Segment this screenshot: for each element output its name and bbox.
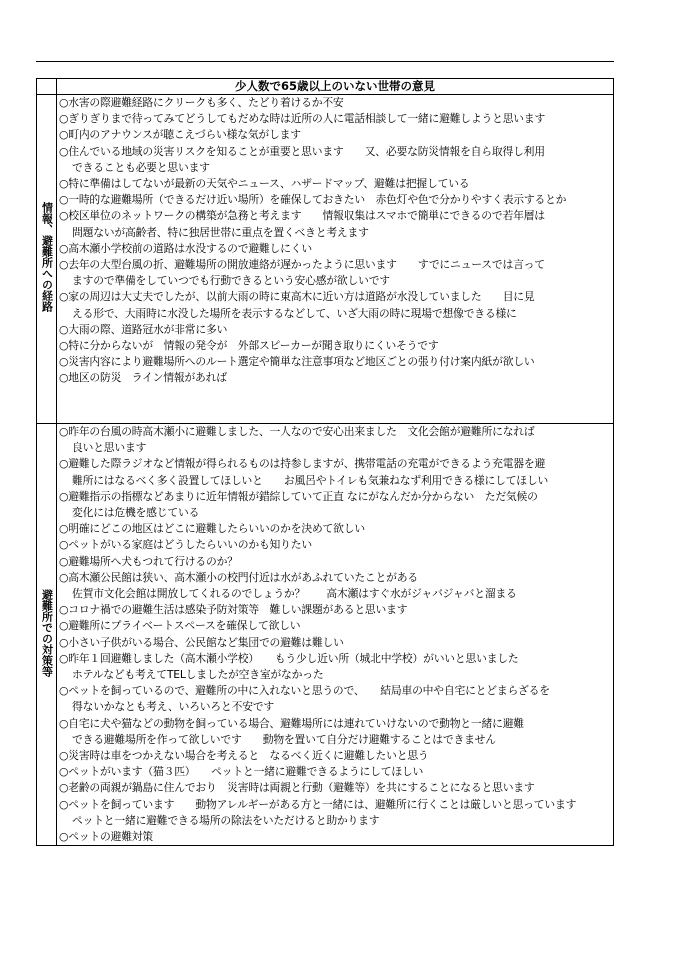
opinion-line: ○ペットの避難対策 (59, 830, 153, 844)
opinion-line: ○水害の際避難経路にクリークも多く、たどり着けるか不安 (59, 96, 344, 109)
opinion-line: ますので準備をしていつでも行動できるという安心感が欲しいです (72, 274, 390, 288)
section-lines-shelter (59, 424, 613, 845)
opinion-line: ○自宅に犬や猫などの動物を飼っている場合、避難場所には連れていけないので動物と一緒に避難 (59, 716, 524, 730)
opinion-line: ○コロナ禍での避難生活は感染予防対策等 難しい課題があると思います (59, 603, 408, 617)
section-content-info (57, 95, 614, 424)
opinion-line: ○避難所にプライベートスペースを確保して欲しい (59, 619, 301, 633)
table-header: 少人数で65歳以上のいない世帯の意見 (57, 79, 614, 95)
opinion-line: 良いと思います (72, 441, 147, 455)
section-label-cell (37, 95, 57, 424)
opinion-line: ○ペットがいる家庭はどうしたらいいのかも知りたい (59, 538, 312, 552)
section-lines-info (59, 95, 613, 387)
opinion-line: ○災害時は車をつかえない場合を考えると なるべく近くに避難したいと思う (59, 749, 429, 763)
opinion-line: 変化には危機を感じている (72, 506, 200, 520)
opinion-line: ○一時的な避難場所（できるだけ近い場所）を確保しておきたい 赤色灯や色で分かりやすく表示するとか (59, 193, 567, 207)
opinion-line: ○昨年１回避難しました（高木瀬小学校） もう少し近い所（城北中学校）がいいと思いました (59, 651, 519, 665)
top-rule (36, 61, 614, 62)
opinion-line: ○昨年の台風の時高木瀬小に避難しました、一人なので安心出来ました 文化会館が避難所になれば (59, 425, 535, 438)
opinion-line: ○ぎりぎりまで待ってみてどうしてもだめな時は近所の人に電話相談して一緒に避難しようと思います (59, 112, 546, 126)
opinion-line: ホテルなども考えてTELしましたが空き室がなかった (72, 668, 324, 682)
opinion-line: ○明確にどこの地区はどこに避難したらいいのかを決めて欲しい (59, 522, 365, 536)
opinion-line: ○避難した際ラジオなど情報が得られるものは持参しますが、携帯電話の充電ができるよう充電器を避 (59, 457, 546, 471)
opinion-line: ○地区の防災 ライン情報があれば (59, 371, 227, 385)
opinion-line: ○避難指示の指標などあまりに近年情報が錯綜していて正直 なにがなんだか分からない ただ気候の (59, 489, 538, 503)
opinion-line: 難所にはなるべく多く設置してほしいと お風呂やトイレも気兼ねなず利用できる様にしてほしい (72, 473, 549, 487)
section-label-info: 情報、避難所への経路 (40, 202, 54, 312)
opinion-line: ○特に準備はしてないが最新の天気やニュース、ハザードマップ、避難は把握している (59, 177, 470, 191)
header-row (37, 79, 614, 95)
opinions-table (36, 78, 614, 846)
opinion-line: ○校区単位のネットワークの構築が急務と考えます 情報収集はスマホで簡単にできるので若年層は (59, 209, 545, 223)
opinion-line: ○大雨の際、道路冠水が非常に多い (59, 322, 228, 336)
opinion-line: 問題ないが高齢者、特に独居世帯に重点を置くべきと考えます (72, 225, 369, 239)
opinion-line: ○去年の大型台風の折、避難場所の開放連絡が遅かったように思います すでにニュースでは言って (59, 258, 545, 272)
opinion-line: ○ペットがいます（猫３匹） ペットと一緒に避難できるようにしてほしい (59, 765, 424, 779)
opinion-line: ○小さい子供がいる場合、公民館など集団での避難は難しい (59, 635, 344, 649)
opinion-line: ○町内のアナウンスが聴こえづらい様な気がします (59, 128, 301, 142)
section-label-shelter: 避難所での対策等 (40, 588, 54, 677)
opinion-line: ○ペットを飼っています 動物アレルギーがある方と一緒には、避難所に行くことは厳しいと思っています (59, 797, 577, 811)
section-row-shelter (37, 424, 614, 846)
opinion-line: ○ペットを飼っているので、避難所の中に入れないと思うので、 結局車の中や自宅にとどまらざるを (59, 684, 550, 698)
opinion-line: できる避難場所を作って欲しいです 動物を置いて自分だけ避難することはできません (72, 732, 496, 746)
opinion-line: ○家の周辺は大丈夫でしたが、以前大雨の時に東高木に近い方は道路が水没していました 目に見 (59, 290, 535, 304)
opinion-line: ○高木瀬小学校前の道路は水没するので避難しにくい (59, 241, 312, 255)
section-label-cell (37, 424, 57, 846)
opinion-line: ○災害内容により避難場所へのルート選定や簡単な注意事項など地区ごとの張り付け案内紙が欲しい (59, 355, 535, 369)
opinion-line: ○老齢の両親が鍋島に住んでおり 災害時は両親と行動（避難等）を共にすることになると思います (59, 781, 535, 795)
opinion-line: できることも必要と思います (72, 160, 210, 174)
section-row-info (37, 95, 614, 424)
opinion-line: ○特に分からないが 情報の発令が 外部スピーカーが聞き取りにくいそうです (59, 339, 439, 353)
opinion-line: ○高木瀬公民館は狭い、高木瀬小の校門付近は水があふれていたことがある (59, 570, 418, 584)
section-content-shelter (57, 424, 614, 846)
opinion-line: ○住んでいる地域の災害リスクを知ることが重要と思います 又、必要な防災情報を自ら取得し利用 (59, 144, 545, 158)
opinion-line: 得ないかなとも考え、いろいろと不安です (72, 700, 274, 714)
opinion-line: ペットと一緒に避難できる場所の除法をいただけると助かります (72, 813, 380, 827)
opinion-line: ○避難場所へ犬もつれて行けるのか？ (59, 554, 238, 568)
header-corner-cell (37, 79, 57, 95)
opinion-line: 佐賀市文化会館は開放してくれるのでしょうか？ 高木瀬はすぐ水がジャバジャバと溜まる (72, 587, 517, 601)
opinion-line: える形で、大雨時に水没した場所を表示するなどして、いざ大雨の時に現場で想像できる様に (72, 306, 517, 320)
